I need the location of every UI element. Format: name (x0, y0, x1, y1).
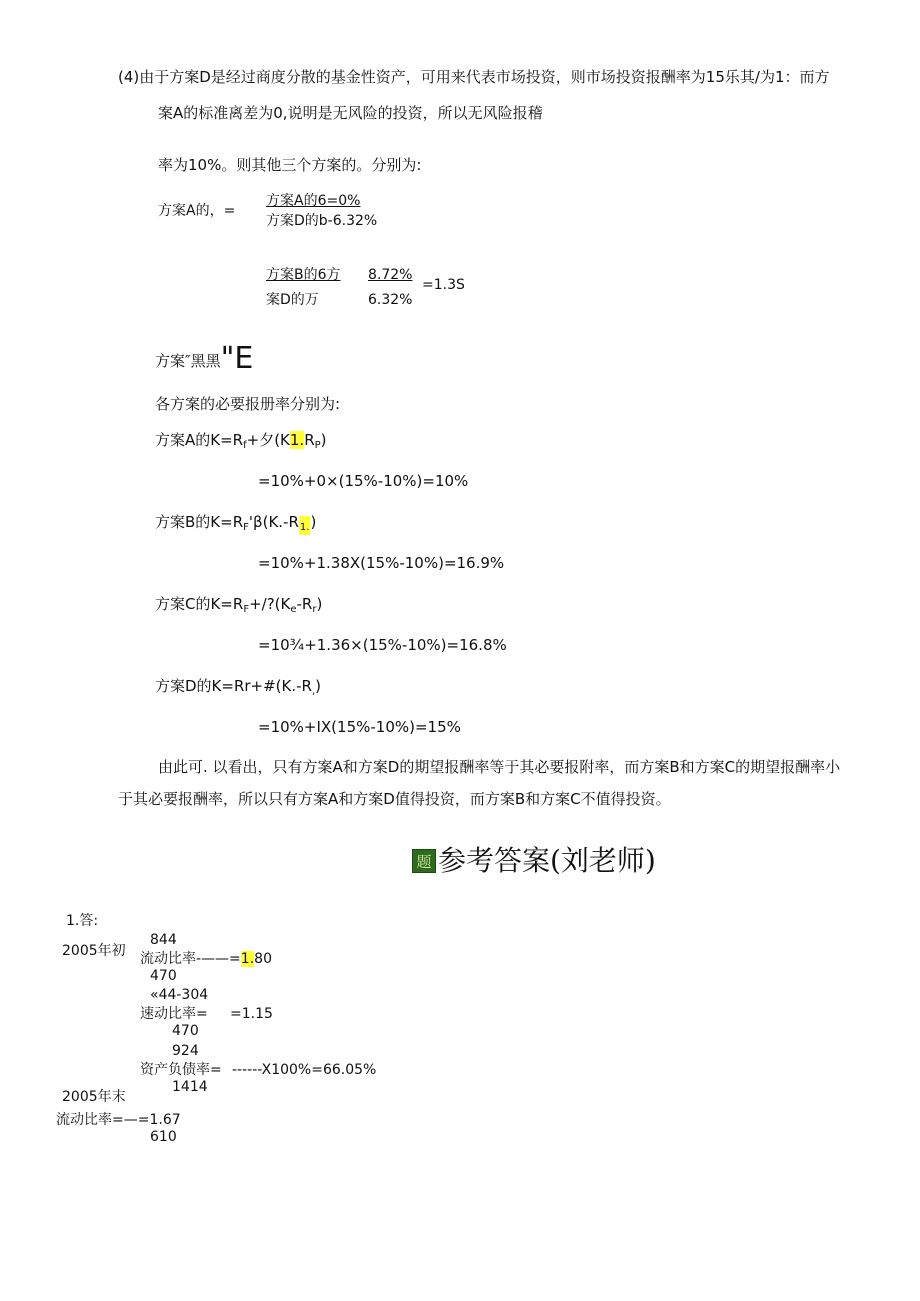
formula-a (155, 431, 327, 455)
current-ratio-line (140, 950, 272, 968)
formula-c-pre: 方案C的K=R (155, 595, 244, 613)
current-ratio-end-value: 1.67 (149, 1112, 181, 1128)
formula-a-r: R (304, 431, 315, 449)
conclusion-line1: 由此可. 以看出，只有方案A和方案D的期望报酬率等于其必要报附率，而方案B和方案C的期望报酬率小 (158, 758, 841, 776)
answer1-label: 1.答: (66, 913, 99, 929)
formula-d-sub: , (311, 686, 316, 697)
current-ratio-denominator: 470 (150, 968, 177, 984)
formula-c-sub-r: r (312, 604, 317, 615)
current-ratio-label: 流动比率-——= (140, 951, 241, 967)
quick-ratio-label: 速动比率= (140, 1006, 208, 1022)
conclusion-line2: 于其必要报酬率，所以只有方案A和方案D值得投资，而方案B和方案C不值得投资。 (118, 790, 671, 808)
formula-a-mid: +夕(K (246, 431, 290, 449)
debt-ratio-numerator: 924 (172, 1043, 199, 1059)
current-ratio-rest: 80 (254, 951, 272, 967)
formula-b-end: ) (310, 513, 317, 531)
beta-b-numerator-value: 8.72% (368, 267, 413, 283)
quick-ratio-denominator: 470 (172, 1023, 199, 1039)
beta-b-numerator-label: 方案B的6方 (266, 267, 341, 283)
answer-heading (412, 844, 656, 878)
debt-ratio-denominator: 1414 (172, 1079, 208, 1095)
formula-c-calc: =10¾+1.36×(15%-10%)=16.8% (258, 636, 507, 654)
formula-d-end: ) (315, 677, 322, 695)
quick-ratio-numerator: «44-304 (150, 987, 209, 1003)
beta-a-numerator: 方案A的6=0% (266, 193, 361, 209)
beta-b-result: =1.3S (422, 277, 465, 293)
formula-b-pre: 方案B的K=R (155, 513, 244, 531)
current-ratio-end-denominator: 610 (150, 1129, 177, 1145)
formula-b (155, 513, 316, 537)
formula-b-highlight: 1. (299, 516, 311, 535)
quick-ratio-value: =1.15 (230, 1006, 273, 1022)
formula-d-calc: =10%+IX(15%-10%)=15% (258, 718, 461, 736)
formula-d (155, 677, 321, 701)
formula-c (155, 595, 322, 619)
current-ratio-highlight: 1. (240, 951, 255, 967)
answer-heading-title: 参考答案(刘老师) (438, 844, 656, 877)
section4-line2: 案A的标准离差为0,说明是无风险的投资，所以无风险报稽 (158, 104, 543, 122)
formula-c-mid: +/?(K (249, 595, 291, 613)
required-return-intro: 各方案的必要报册率分别为: (155, 395, 341, 413)
formula-a-end: ) (320, 431, 327, 449)
formula-a-pre: 方案A的K=R (155, 431, 244, 449)
formula-b-calc: =10%+1.38X(15%-10%)=16.9% (258, 554, 505, 572)
formula-b-sub-f: F (243, 522, 249, 533)
beta-b-denominator-value: 6.32% (368, 292, 413, 308)
formula-c-sub-f: F (243, 604, 250, 615)
beta-b-denominator-label: 案D的万 (266, 292, 319, 308)
debt-ratio-value: ------X100%=66.05% (232, 1062, 377, 1078)
section4-line3: 率为10%。则其他三个方案的。分别为: (158, 156, 422, 174)
formula-a-highlight: 1. (289, 431, 305, 449)
formula-c-mid2: -R (296, 595, 313, 613)
current-ratio-numerator: 844 (150, 932, 177, 948)
beta-c-symbol: "E (220, 341, 254, 376)
formula-a-calc: =10%+0×(15%-10%)=10% (258, 472, 469, 490)
formula-c-sub-e: e (290, 604, 297, 615)
beta-c-prefix: 方案″黑黑 (155, 352, 221, 370)
year-end-label: 2005年末 (62, 1089, 126, 1105)
beta-c-line (155, 342, 253, 376)
section4-line1: (4)由于方案D是经过商度分散的基金性资产，可用来代表市场投资，则市场投资报酬率为15乐其/为1：而方 (118, 68, 830, 86)
beta-a-denominator: 方案D的b-6.32% (266, 213, 378, 229)
year-start-label: 2005年初 (62, 943, 126, 959)
formula-d-pre: 方案D的K=Rr+#(K.-R (155, 677, 312, 695)
formula-b-mid: 'β(K.-R (248, 513, 299, 531)
formula-c-end: ) (316, 595, 323, 613)
current-ratio-end-label: 流动比率=—= (56, 1112, 150, 1128)
beta-a-label: 方案A的，= (158, 203, 236, 219)
formula-a-sub-f: f (243, 440, 247, 451)
formula-a-sub-p: P (314, 440, 321, 451)
debt-ratio-label: 资产负债率= (140, 1062, 222, 1078)
current-ratio-end-line (56, 1111, 181, 1129)
heading-logo-icon: 题 (412, 849, 436, 873)
